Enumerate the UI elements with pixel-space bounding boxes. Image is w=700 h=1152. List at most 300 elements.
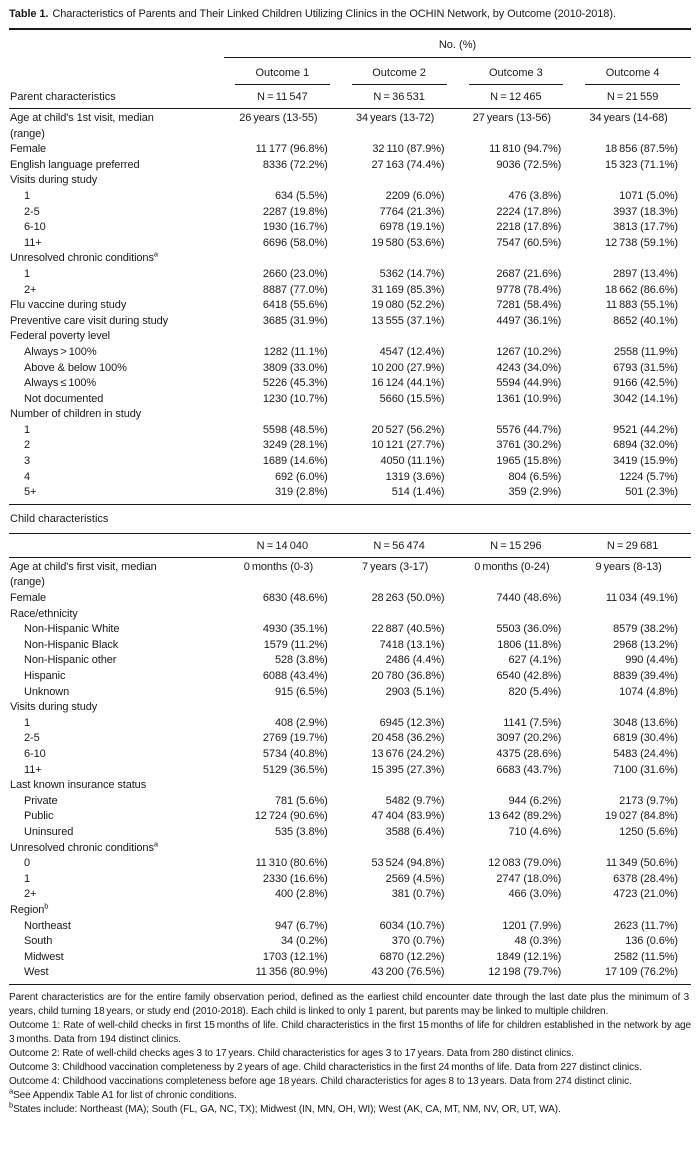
row-label: Not documented: [24, 392, 104, 405]
cell-value: 9036 (72.5%): [496, 158, 562, 171]
cell-value: 514 (1.4%): [391, 486, 445, 499]
cell-value: 11 310 (80.6%): [255, 857, 328, 870]
cell-value: 5598 (48.5%): [262, 423, 328, 436]
cell-value: 8336 (72.2%): [262, 158, 328, 171]
cell-value: 528 (3.8%): [274, 654, 328, 667]
cell-value: 8652 (40.1%): [613, 314, 678, 327]
table-row: [9, 809, 691, 825]
table-row: [9, 407, 691, 423]
cell-value: 1319 (3.6%): [385, 470, 445, 483]
table-row: [9, 314, 691, 330]
cell-value: 8887 (77.0%): [262, 283, 328, 296]
cell-value: 2209 (6.0%): [385, 189, 445, 202]
cell-value: 7 years (3-17): [362, 560, 429, 573]
table-row: [9, 454, 691, 470]
table-row: [9, 622, 691, 638]
cell-value: 16 124 (44.1%): [371, 377, 445, 390]
row-label: Non-Hispanic Black: [24, 638, 119, 651]
row-label: 0: [24, 857, 31, 870]
group-header: No. (%): [224, 30, 691, 58]
table-row: [9, 485, 691, 501]
cell-value: 2903 (5.1%): [385, 685, 445, 698]
footnote: Outcome 1: Rate of well-child checks in first 15 months of life. Child characteristics in the first 15 months of life for children established in the network by age 3 months. Data from 194 distinct clinics.: [9, 1019, 691, 1045]
parent-rows: [9, 109, 691, 504]
row-label: 5+: [24, 486, 37, 499]
cell-value: 2897 (13.4%): [613, 267, 678, 280]
row-label: 3: [24, 455, 31, 468]
cell-value: 27 years (13-56): [472, 112, 551, 124]
table-row: [9, 700, 691, 716]
cell-value: 6870 (12.2%): [379, 950, 445, 963]
cell-value: 7547 (60.5%): [496, 236, 562, 249]
row-label: 11+: [24, 236, 42, 249]
cell-value: 6894 (32.0%): [613, 439, 678, 452]
cell-value: 18 856 (87.5%): [605, 143, 678, 156]
table-row: [9, 607, 691, 623]
bottom-rule: [9, 984, 691, 985]
child-n-outcome-1: N = 14 040: [256, 539, 309, 552]
cell-value: 8839 (39.4%): [613, 670, 678, 682]
table-row: [9, 825, 691, 841]
table-row: [9, 560, 691, 591]
column-header-outcome-1: Outcome 1: [235, 67, 330, 85]
cell-value: 3097 (20.2%): [496, 732, 562, 745]
row-label: English language preferred: [10, 158, 140, 171]
child-n-outcome-2: N = 56 474: [373, 539, 425, 552]
table-row: [9, 158, 691, 174]
cell-value: 6819 (30.4%): [613, 732, 678, 745]
cell-value: 18 662 (86.6%): [605, 283, 678, 296]
row-subheader: Visits during study: [10, 701, 98, 714]
cell-value: 501 (2.3%): [625, 486, 678, 499]
table-row: [9, 236, 691, 252]
table-row: [9, 903, 691, 919]
cell-value: 4243 (34.0%): [496, 361, 562, 374]
cell-value: 6793 (31.5%): [613, 361, 678, 374]
row-label: Always > 100%: [24, 345, 97, 358]
cell-value: 5129 (36.5%): [262, 763, 328, 776]
cell-value: 3813 (17.7%): [613, 221, 678, 234]
group-header-row: [9, 30, 691, 58]
cell-value: 3042 (14.1%): [613, 392, 678, 405]
child-n-outcome-4: N = 29 681: [606, 539, 659, 552]
cell-value: 17 109 (76.2%): [605, 966, 678, 979]
cell-value: 32 110 (87.9%): [372, 143, 445, 156]
table-row: [9, 220, 691, 236]
cell-value: 11 883 (55.1%): [605, 299, 678, 312]
cell-value: 20 780 (36.8%): [371, 670, 445, 682]
cell-value: 1250 (5.6%): [619, 825, 678, 838]
cell-value: 7281 (58.4%): [496, 299, 562, 312]
table-row: [9, 361, 691, 377]
cell-value: 11 034 (49.1%): [605, 592, 678, 605]
row-label: Female: [10, 143, 47, 156]
cell-value: 2486 (4.4%): [385, 654, 445, 667]
table-row: [9, 731, 691, 747]
cell-value: 19 027 (84.8%): [605, 810, 678, 823]
table-row: [9, 267, 691, 283]
cell-value: 820 (5.4%): [508, 685, 562, 698]
cell-value: 3249 (28.1%): [262, 439, 328, 452]
cell-value: 31 169 (85.3%): [371, 283, 445, 296]
child-n-row: [9, 534, 691, 557]
cell-value: 2287 (19.8%): [262, 205, 328, 218]
row-label: 6-10: [24, 747, 46, 760]
row-subheader: Federal poverty level: [10, 330, 111, 343]
footnote-marker: b: [44, 901, 49, 911]
cell-value: 2660 (23.0%): [262, 267, 328, 280]
cell-value: 1282 (11.1%): [263, 345, 328, 358]
column-header-outcome-2: Outcome 2: [352, 67, 447, 85]
cell-value: 319 (2.8%): [274, 486, 328, 499]
cell-value: 2224 (17.8%): [496, 205, 562, 218]
row-label: 1: [24, 189, 31, 202]
table-row: [9, 638, 691, 654]
cell-value: 1141 (7.5%): [503, 716, 562, 729]
table-row: [9, 919, 691, 935]
row-label: Public: [24, 810, 54, 823]
row-subheader: Visits during study: [10, 174, 98, 187]
cell-value: 34 years (14-68): [589, 112, 668, 124]
row-label: Northeast: [24, 919, 71, 932]
table-number: Table 1.: [9, 8, 49, 20]
cell-value: 6378 (28.4%): [613, 872, 678, 885]
footnote-marker: b: [9, 1100, 14, 1110]
cell-value: 944 (6.2%): [508, 794, 562, 807]
row-label: South: [24, 935, 53, 948]
cell-value: 19 080 (52.2%): [371, 299, 445, 312]
cell-value: 12 724 (90.6%): [254, 810, 328, 823]
footnote: $^a$See Appendix Table A1 for list of chronic conditions.: [9, 1086, 237, 1101]
cell-value: 7764 (21.3%): [379, 205, 445, 218]
cell-value: 370 (0.7%): [391, 935, 445, 948]
parent-n-row: [9, 85, 691, 108]
cell-value: 9778 (78.4%): [496, 283, 562, 296]
cell-value: 43 200 (76.5%): [371, 966, 445, 979]
row-label: Flu vaccine during study: [10, 299, 127, 312]
cell-value: 34 years (13-72): [355, 112, 435, 124]
cell-value: 6830 (48.6%): [262, 592, 328, 605]
cell-value: 136 (0.6%): [625, 935, 678, 948]
table-row: [9, 685, 691, 701]
row-label: 2: [24, 439, 31, 452]
cell-value: 9521 (44.2%): [613, 423, 678, 436]
footnote: Parent characteristics are for the entire family observation period, defined as the earliest child encounter date through the last date plus the minimum of 3 years, child turning 18 years, or study end (2010-2018). Each child is linked to only 1 parent, but parents may be linked to multiple children.: [9, 991, 691, 1017]
cell-value: 11 177 (96.8%): [255, 143, 328, 156]
cell-value: 359 (2.9%): [508, 486, 562, 499]
row-label: 11+: [24, 763, 42, 776]
cell-value: 3685 (31.9%): [262, 314, 328, 327]
row-label: 1: [24, 267, 31, 280]
cell-value: 1849 (12.1%): [496, 950, 562, 963]
cell-value: 6978 (19.1%): [379, 221, 445, 234]
table-row: [9, 778, 691, 794]
cell-value: 4930 (35.1%): [262, 623, 328, 636]
cell-value: 1689 (14.6%): [262, 455, 328, 468]
cell-value: 2569 (4.5%): [385, 872, 445, 885]
column-header-outcome-3: Outcome 3: [469, 67, 564, 85]
cell-value: 3809 (33.0%): [262, 361, 328, 374]
footnote: $^b$States include: Northeast (MA); South (FL, GA, NC, TX); Midwest (IN, MN, OH, WI); West (AK, CA, MT, NM, NV, OR, UT, WA).: [9, 1100, 561, 1115]
table-row: [9, 205, 691, 221]
cell-value: 2769 (19.7%): [262, 732, 328, 745]
child-n-outcome-3: N = 15 296: [490, 539, 542, 552]
cell-value: 4723 (21.0%): [613, 888, 678, 901]
cell-value: 535 (3.8%): [274, 825, 328, 838]
cell-value: 400 (2.8%): [274, 888, 328, 901]
cell-value: 408 (2.9%): [274, 716, 328, 729]
footnote-marker: a: [9, 1086, 14, 1096]
row-label: 2+: [24, 888, 37, 901]
cell-value: 1579 (11.2%): [263, 638, 328, 651]
row-label: 1: [24, 423, 31, 436]
row-label: Age at child's first visit, median (range): [10, 560, 157, 589]
cell-value: 781 (5.6%): [274, 794, 328, 807]
cell-value: 5503 (36.0%): [496, 623, 562, 636]
cell-value: 19 580 (53.6%): [371, 236, 445, 249]
cell-value: 947 (6.7%): [274, 919, 328, 932]
row-label: Hispanic: [24, 670, 66, 682]
child-rows: [9, 558, 691, 984]
table-row: [9, 470, 691, 486]
row-label: 1: [24, 872, 31, 885]
cell-value: 3937 (18.3%): [613, 205, 678, 218]
cell-value: 5362 (14.7%): [379, 267, 445, 280]
row-subheader: Unresolved chronic conditions$^a$: [10, 838, 158, 854]
cell-value: 0 months (0-24): [474, 560, 550, 573]
row-label: 2+: [24, 283, 37, 296]
cell-value: 804 (6.5%): [508, 470, 562, 483]
table-row: [9, 872, 691, 888]
cell-value: 2173 (9.7%): [619, 794, 678, 807]
table-row: [9, 838, 691, 857]
cell-value: 10 121 (27.7%): [371, 439, 445, 452]
table-row: [9, 329, 691, 345]
cell-value: 6418 (55.6%): [262, 299, 328, 312]
cell-value: 3419 (15.9%): [613, 455, 678, 468]
table-row: [9, 591, 691, 607]
cell-value: 13 676 (24.2%): [371, 747, 445, 760]
cell-value: 26 years (13-55): [239, 112, 318, 124]
row-label: Female: [10, 592, 47, 605]
row-label: Unknown: [24, 685, 70, 698]
cell-value: 11 349 (50.6%): [605, 857, 678, 870]
cell-value: 6696 (58.0%): [262, 236, 328, 249]
parent-n-outcome-1: N = 11 547: [257, 91, 308, 103]
row-label: West: [24, 966, 49, 979]
table-row: [9, 298, 691, 314]
table-row: [9, 376, 691, 392]
row-label: Always ≤ 100%: [24, 377, 97, 390]
row-label: Non-Hispanic other: [24, 654, 117, 667]
footnote-marker: a: [153, 249, 158, 259]
cell-value: 2582 (11.5%): [613, 950, 678, 963]
table-caption: Characteristics of Parents and Their Linked Children Utilizing Clinics in the OCHIN Network, by Outcome (2010-2018).: [52, 8, 616, 20]
cell-value: 5660 (15.5%): [379, 392, 445, 405]
cell-value: 9166 (42.5%): [613, 377, 678, 390]
cell-value: 4375 (28.6%): [496, 747, 562, 760]
row-subheader: Race/ethnicity: [10, 607, 78, 620]
cell-value: 6945 (12.3%): [379, 716, 445, 729]
row-label: Above & below 100%: [24, 361, 127, 374]
cell-value: 627 (4.1%): [508, 654, 562, 667]
table-row: [9, 345, 691, 361]
footnotes: [9, 991, 691, 1117]
cell-value: 48 (0.3%): [514, 935, 562, 948]
cell-value: 12 083 (79.0%): [488, 857, 562, 870]
table-row: [9, 934, 691, 950]
cell-value: 2558 (11.9%): [613, 345, 678, 358]
row-label: Uninsured: [24, 825, 74, 838]
cell-value: 27 163 (74.4%): [371, 158, 445, 171]
cell-value: 1703 (12.1%): [262, 950, 328, 963]
table-row: [9, 669, 691, 685]
cell-value: 5576 (44.7%): [496, 423, 562, 436]
table-row: [9, 716, 691, 732]
table-row: [9, 142, 691, 158]
table-row: [9, 173, 691, 189]
cell-value: 34 (0.2%): [280, 935, 328, 948]
cell-value: 5734 (40.8%): [262, 747, 328, 760]
cell-value: 0 months (0-3): [243, 560, 314, 573]
cell-value: 2968 (13.2%): [613, 638, 678, 651]
outcome-header-row: [9, 58, 691, 85]
cell-value: 4547 (12.4%): [379, 345, 445, 358]
row-subheader: Region$^b$: [10, 901, 49, 916]
cell-value: 990 (4.4%): [625, 654, 678, 667]
table-row: [9, 747, 691, 763]
cell-value: 7100 (31.6%): [613, 763, 678, 776]
cell-value: 1965 (15.8%): [496, 455, 562, 468]
footnote-marker: a: [153, 838, 158, 848]
cell-value: 11 810 (94.7%): [489, 143, 562, 156]
cell-value: 4050 (11.1%): [380, 455, 445, 468]
table-row: [9, 189, 691, 205]
row-label: 1: [24, 716, 31, 729]
table-row: [9, 763, 691, 779]
table-row: [9, 283, 691, 299]
cell-value: 22 887 (40.5%): [371, 623, 445, 636]
cell-value: 1361 (10.9%): [496, 392, 562, 405]
table-row: [9, 438, 691, 454]
row-subheader: Number of children in study: [10, 408, 142, 421]
cell-value: 12 738 (59.1%): [605, 236, 678, 249]
row-label: Preventive care visit during study: [10, 314, 169, 327]
cell-value: 7440 (48.6%): [496, 592, 562, 605]
row-label: Non-Hispanic White: [24, 623, 120, 636]
cell-value: 1930 (16.7%): [262, 221, 328, 234]
cell-value: 1071 (5.0%): [619, 189, 678, 202]
cell-value: 2330 (16.6%): [262, 872, 328, 885]
child-section-label: Child characteristics: [10, 512, 109, 525]
cell-value: 3048 (13.6%): [613, 716, 678, 729]
cell-value: 2747 (18.0%): [496, 872, 562, 885]
cell-value: 8579 (38.2%): [613, 623, 678, 636]
table-row: [9, 856, 691, 872]
cell-value: 5483 (24.4%): [613, 747, 678, 760]
cell-value: 2623 (11.7%): [613, 919, 678, 932]
cell-value: 20 527 (56.2%): [371, 423, 445, 436]
row-subheader: Last known insurance status: [10, 779, 147, 792]
parent-n-outcome-3: N = 12 465: [490, 91, 542, 103]
cell-value: 1224 (5.7%): [619, 470, 678, 483]
footnote: Outcome 2: Rate of well-child checks ages 3 to 17 years. Child characteristics for ages 3 to 17 years. Data from 280 distinct clinics.: [9, 1047, 574, 1059]
cell-value: 476 (3.8%): [508, 189, 562, 202]
table-row: [9, 653, 691, 669]
cell-value: 2218 (17.8%): [496, 221, 562, 234]
cell-value: 3761 (30.2%): [496, 439, 562, 452]
cell-value: 5226 (45.3%): [262, 377, 328, 390]
row-label: 2-5: [24, 732, 40, 745]
parent-n-outcome-2: N = 36 531: [373, 91, 425, 103]
cell-value: 47 404 (83.9%): [371, 810, 445, 823]
row-label: Age at child's 1st visit, median (range): [10, 112, 154, 140]
row-label: Midwest: [24, 950, 64, 963]
table-title: [9, 8, 691, 21]
cell-value: 381 (0.7%): [391, 888, 445, 901]
cell-value: 466 (3.0%): [508, 888, 562, 901]
footnote: Outcome 3: Childhood vaccination completeness by 2 years of age. Child characteristics in the first 24 months of life. Data from 227 distinct clinics.: [9, 1061, 642, 1073]
cell-value: 15 323 (71.1%): [605, 158, 678, 171]
table-row: [9, 392, 691, 408]
cell-value: 9 years (8-13): [595, 560, 662, 573]
cell-value: 634 (5.5%): [274, 189, 328, 202]
row-label: 4: [24, 470, 31, 483]
cell-value: 6088 (43.4%): [262, 670, 328, 682]
cell-value: 20 458 (36.2%): [371, 732, 445, 745]
table-row: [9, 111, 691, 142]
table-row: [9, 965, 691, 981]
cell-value: 10 200 (27.9%): [371, 361, 445, 374]
table-row: [9, 950, 691, 966]
cell-value: 6683 (43.7%): [496, 763, 562, 776]
cell-value: 1267 (10.2%): [496, 345, 562, 358]
cell-value: 12 198 (79.7%): [488, 966, 562, 979]
cell-value: 5594 (44.9%): [496, 377, 562, 390]
parent-n-outcome-4: N = 21 559: [606, 91, 659, 103]
cell-value: 692 (6.0%): [274, 470, 328, 483]
cell-value: 7418 (13.1%): [379, 638, 445, 651]
cell-value: 915 (6.5%): [274, 685, 328, 698]
cell-value: 11 356 (80.9%): [255, 966, 328, 979]
table-row: [9, 794, 691, 810]
cell-value: 1201 (7.9%): [502, 919, 562, 932]
cell-value: 1230 (10.7%): [262, 392, 328, 405]
cell-value: 710 (4.6%): [508, 825, 562, 838]
cell-value: 1806 (11.8%): [497, 638, 562, 651]
cell-value: 6540 (42.8%): [496, 670, 562, 682]
table-row: [9, 423, 691, 439]
row-label: 6-10: [24, 221, 46, 234]
row-subheader: Unresolved chronic conditions$^a$: [10, 249, 158, 265]
cell-value: 6034 (10.7%): [379, 919, 445, 932]
parent-section-label: Parent characteristics: [10, 91, 116, 103]
cell-value: 5482 (9.7%): [385, 794, 445, 807]
cell-value: 1074 (4.8%): [619, 685, 678, 698]
cell-value: 15 395 (27.3%): [371, 763, 445, 776]
cell-value: 13 555 (37.1%): [371, 314, 445, 327]
cell-value: 3588 (6.4%): [385, 825, 445, 838]
table-row: [9, 251, 691, 267]
row-label: Private: [24, 794, 58, 807]
cell-value: 4497 (36.1%): [496, 314, 562, 327]
column-header-outcome-4: Outcome 4: [585, 67, 680, 85]
cell-value: 53 524 (94.8%): [371, 857, 445, 870]
row-label: 2-5: [24, 205, 40, 218]
table-row: [9, 887, 691, 903]
cell-value: 13 642 (89.2%): [488, 810, 562, 823]
cell-value: 28 263 (50.0%): [371, 592, 445, 605]
